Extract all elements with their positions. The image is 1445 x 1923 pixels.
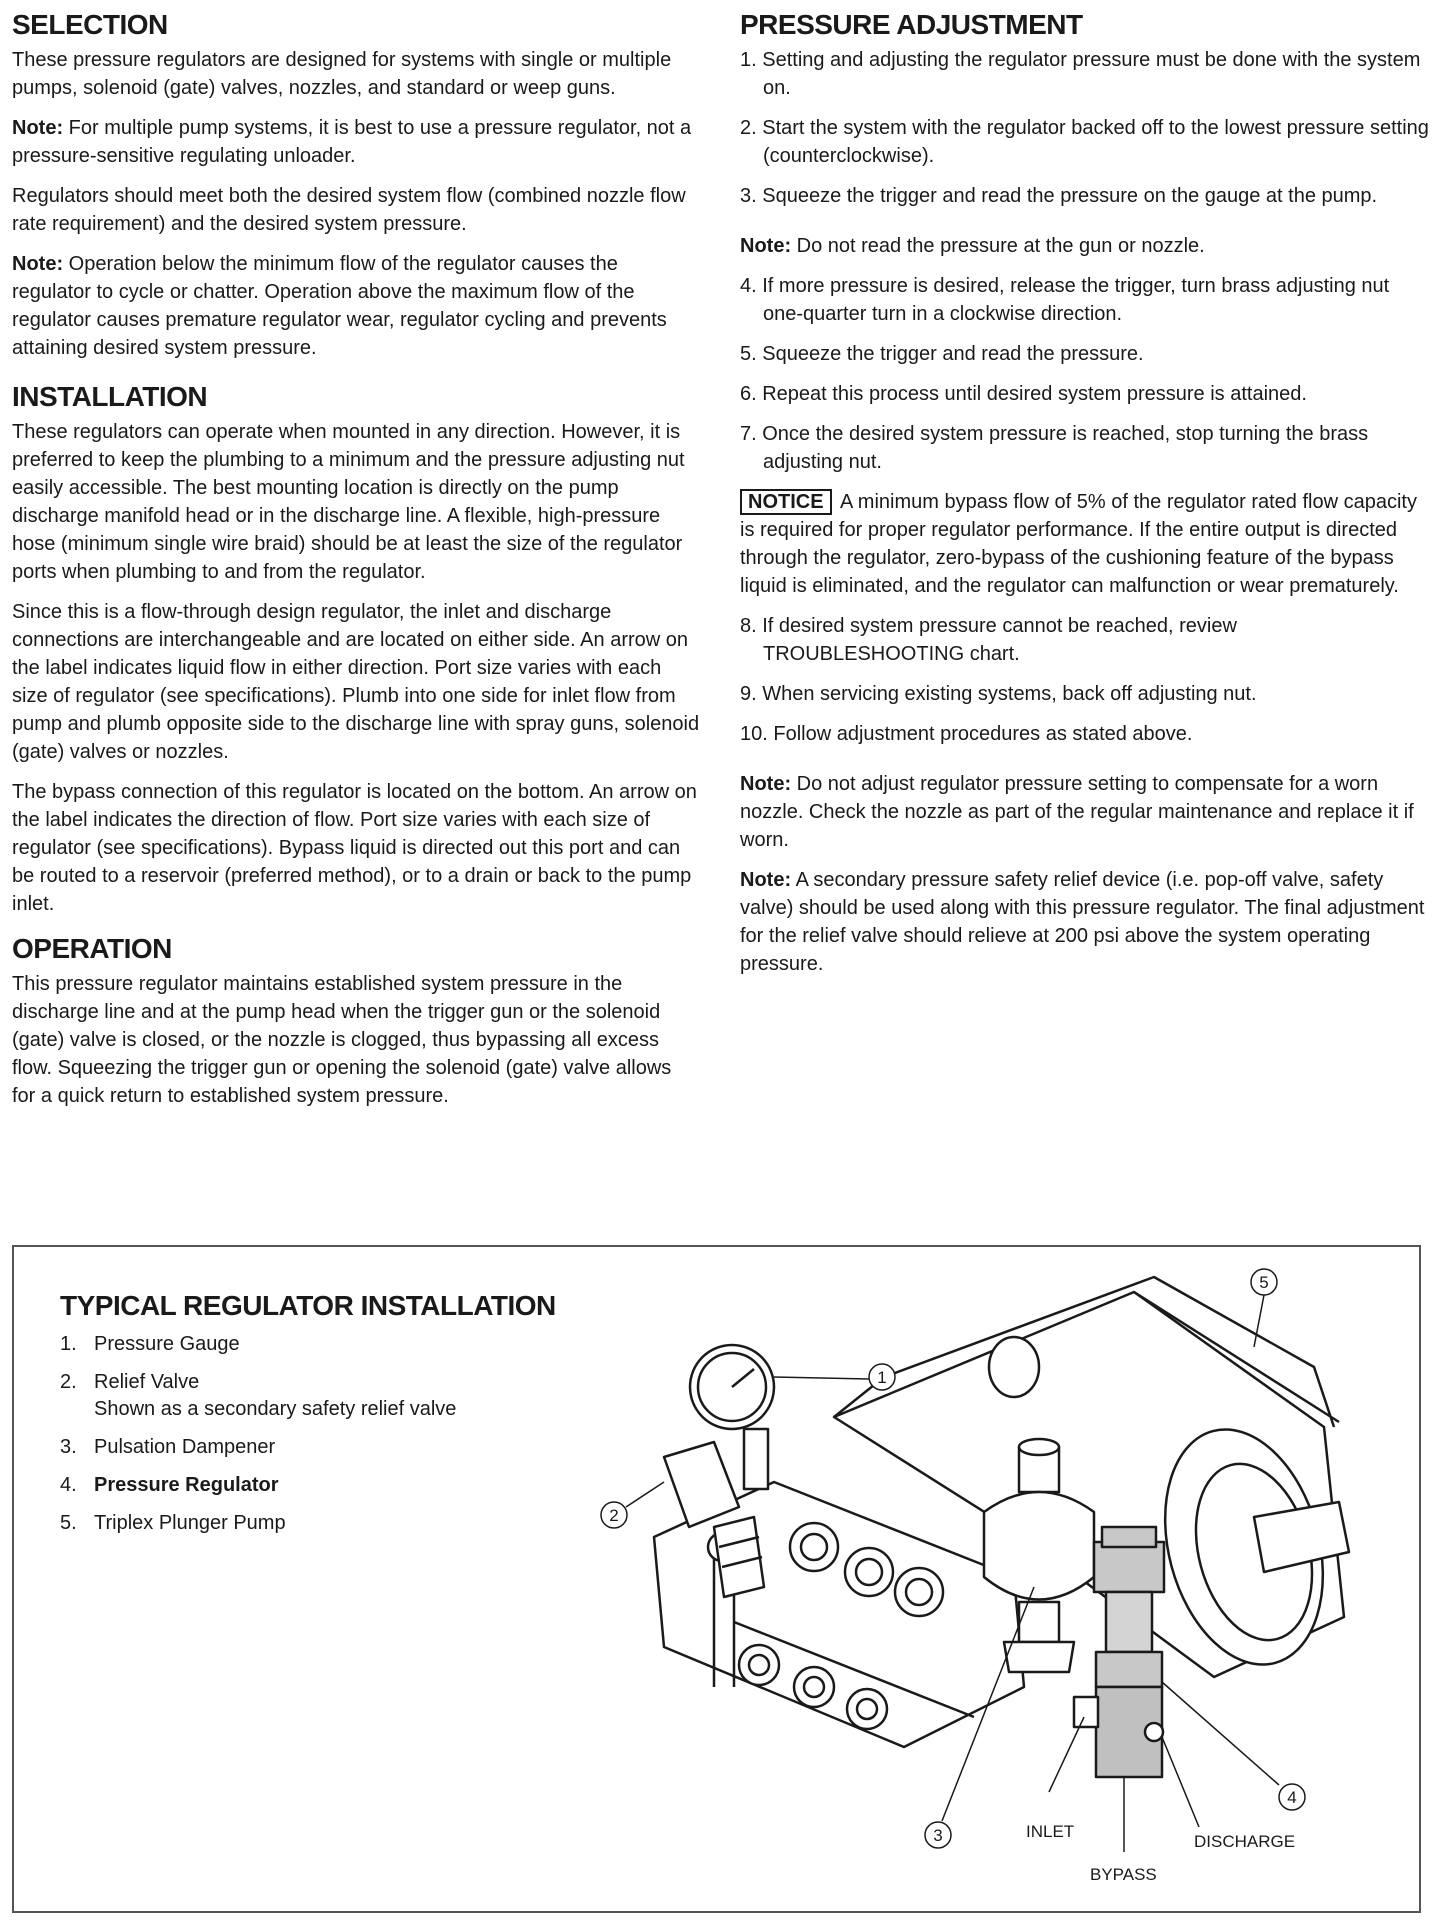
step-item: 3. Squeeze the trigger and read the pressure on the gauge at the pump.: [740, 185, 1378, 207]
steps-list-c: [740, 612, 1430, 748]
legend-label: Pressure Gauge: [94, 1333, 240, 1355]
step-item: 6. Repeat this process until desired system pressure is attained.: [740, 383, 1307, 405]
steps-list-b: [740, 272, 1430, 476]
legend-number: 4.: [60, 1474, 77, 1496]
discharge-label: DISCHARGE: [1194, 1832, 1296, 1851]
selection-note-2: [12, 250, 700, 362]
note-label: Note:: [12, 117, 64, 139]
installation-paragraph-3: The bypass connection of this regulator is located on the bottom. An arrow on the label indicates the direction of flow. Port size varies with each size of regulator (see specifications). Bypass liquid is directed out this port and can be routed to a reservoir (preferred method), or to a drain or back to the pump inlet.: [12, 781, 697, 915]
note-text: Do not adjust regulator pressure setting to compensate for a worn nozzle. Check the nozzle as part of the regular maintenance and replace it if worn.: [740, 773, 1414, 851]
notice-text: A minimum bypass flow of 5% of the regulator rated flow capacity is required for proper regulator performance. If the entire output is directed through the regulator, zero-bypass of the cushioning feature of the bypass liquid is eliminated, and the regulator can malfunction or wear prematurely.: [740, 491, 1417, 597]
callout-number: 3: [933, 1826, 943, 1845]
callout-3: [925, 1822, 951, 1848]
operation-paragraph: This pressure regulator maintains established system pressure in the discharge line and at the pump head when the trigger gun or the solenoid (gate) valve is closed, or the nozzle is clogged, thus bypassing all excess flow. Squeezing the trigger gun or opening the solenoid (gate) valve allows for a quick return to established system pressure.: [12, 973, 672, 1107]
notice-badge: NOTICE: [740, 489, 832, 515]
note-text: Do not read the pressure at the gun or nozzle.: [791, 235, 1205, 257]
selection-note-1: [12, 114, 700, 170]
legend-label: Relief Valve: [94, 1371, 200, 1393]
callout-5: [1251, 1269, 1277, 1295]
note-label: Note:: [740, 773, 792, 795]
legend-label: Triplex Plunger Pump: [94, 1512, 286, 1534]
installation-paragraph-1: These regulators can operate when mounted in any direction. However, it is preferred to keep the plumbing to a minimum and the pressure adjusting nut easily accessible. The best mounting location is directly on the pump discharge manifold head or in the discharge line. A flexible, high-pressure hose (minimum single wire braid) should be at least the size of the regulator ports when plumbing to and from the regulator.: [12, 421, 685, 583]
note-label: Note:: [740, 869, 792, 891]
installation-heading: INSTALLATION: [12, 381, 208, 412]
note-text: Operation below the minimum flow of the regulator causes the regulator to cycle or chatter. Operation above the maximum flow of the regulator causes premature regulator wear, regulator cycling and prevents attaining desired system pressure.: [12, 253, 667, 359]
right-column: [740, 8, 1430, 990]
installation-paragraph-2: Since this is a flow-through design regulator, the inlet and discharge connections are interchangeable and are located on either side. An arrow on the label indicates liquid flow in either direction. Port size varies with each size of regulator (see specifications). Plumb into one side for inlet flow from pump and plumb opposite side to the discharge line with spray guns, solenoid (gate) valves or nozzles.: [12, 601, 700, 763]
bypass-label: BYPASS: [1090, 1865, 1157, 1884]
step-item: 1. Setting and adjusting the regulator pressure must be done with the system on.: [740, 49, 1421, 99]
step-item: 2. Start the system with the regulator backed off to the lowest pressure setting (counterclockwise).: [740, 117, 1429, 167]
step-item: 8. If desired system pressure cannot be reached, review TROUBLESHOOTING chart.: [740, 615, 1237, 665]
step-item: 7. Once the desired system pressure is reached, stop turning the brass adjusting nut.: [740, 423, 1369, 473]
callout-number: 5: [1259, 1273, 1269, 1292]
nozzle-note: [740, 770, 1430, 854]
callout-2: [601, 1502, 627, 1528]
note-label: Note:: [12, 253, 64, 275]
legend-label: Pressure Regulator: [94, 1474, 279, 1496]
note-label: Note:: [740, 235, 792, 257]
callout-1: [869, 1364, 895, 1390]
notice-paragraph: [740, 488, 1430, 600]
callout-number: 2: [609, 1506, 619, 1525]
diagram-title: TYPICAL REGULATOR INSTALLATION: [60, 1290, 556, 1321]
steps-list-a: [740, 46, 1430, 210]
legend-label: Pulsation Dampener: [94, 1436, 276, 1458]
selection-heading: SELECTION: [12, 9, 168, 40]
callout-number: 4: [1287, 1788, 1297, 1807]
step-item: 10. Follow adjustment procedures as stated above.: [740, 723, 1193, 745]
note-text: For multiple pump systems, it is best to use a pressure regulator, not a pressure-sensitive regulating unloader.: [12, 117, 692, 167]
note-text: A secondary pressure safety relief device (i.e. pop-off valve, safety valve) should be used along with this pressure regulator. The final adjustment for the relief valve should relieve at 200 psi above the system operating pressure.: [740, 869, 1425, 975]
gauge-note: [740, 232, 1430, 260]
step-item: 4. If more pressure is desired, release the trigger, turn brass adjusting nut one-quarter turn in a clockwise direction.: [740, 275, 1390, 325]
step-item: 5. Squeeze the trigger and read the pressure.: [740, 343, 1144, 365]
legend-number: 2.: [60, 1371, 77, 1393]
legend-sublabel: Shown as a secondary safety relief valve: [94, 1398, 457, 1420]
pump-installation-illustration: [14, 1247, 1419, 1911]
legend-number: 1.: [60, 1333, 77, 1355]
left-column: [12, 8, 700, 1122]
relief-note: [740, 866, 1430, 978]
diagram-box: [12, 1245, 1421, 1913]
callout-4: [1279, 1784, 1305, 1810]
inlet-label: INLET: [1026, 1822, 1075, 1841]
selection-paragraph-2: Regulators should meet both the desired system flow (combined nozzle flow rate requirement) and the desired system pressure.: [12, 185, 686, 235]
step-item: 9. When servicing existing systems, back off adjusting nut.: [740, 683, 1257, 705]
callout-number: 1: [877, 1368, 887, 1387]
pump-manifold: [654, 1482, 1024, 1747]
pressure-adjustment-heading: PRESSURE ADJUSTMENT: [740, 9, 1083, 40]
legend-number: 3.: [60, 1436, 77, 1458]
operation-heading: OPERATION: [12, 933, 172, 964]
legend-number: 5.: [60, 1512, 77, 1534]
selection-paragraph-1: These pressure regulators are designed for systems with single or multiple pumps, solenoid (gate) valves, nozzles, and standard or weep guns.: [12, 49, 672, 99]
